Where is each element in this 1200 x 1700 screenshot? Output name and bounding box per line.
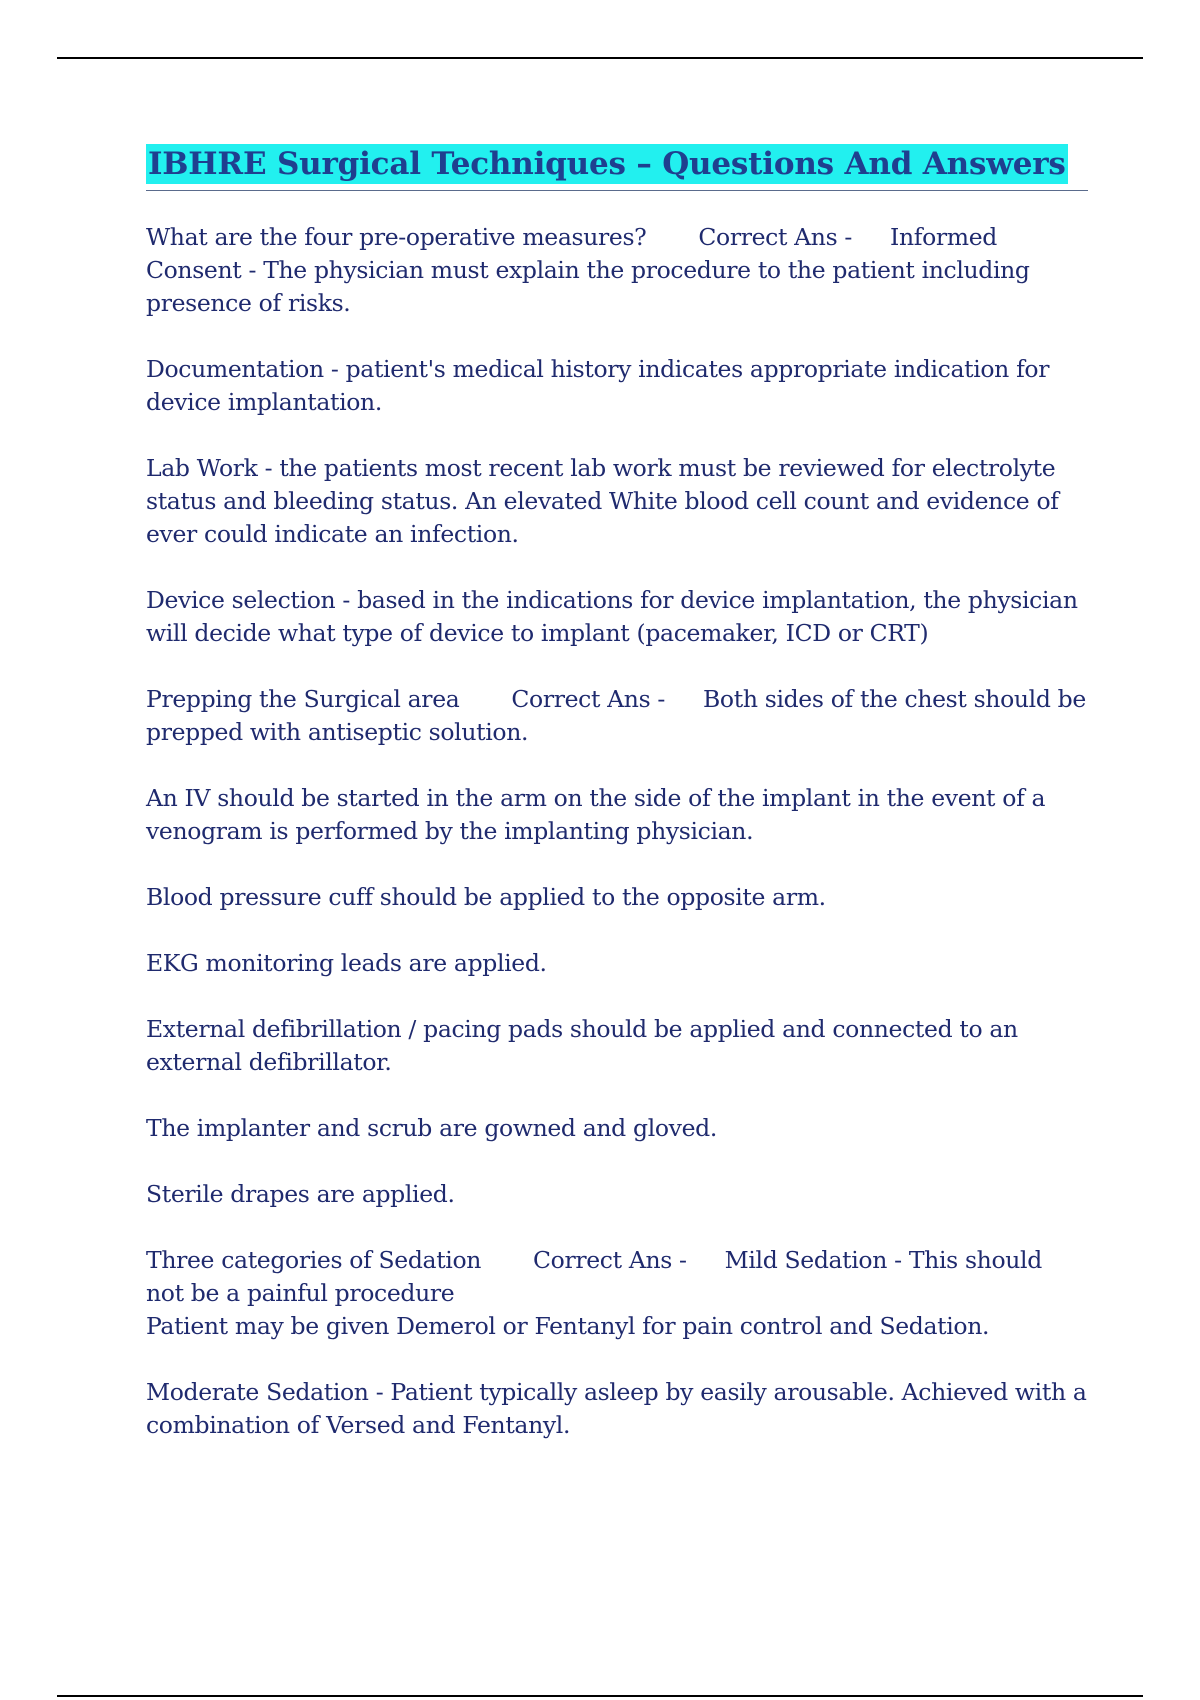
qa-preoperative xyxy=(146,221,1088,320)
header-rule xyxy=(57,57,1143,59)
paragraph-gowned: The implanter and scrub are gowned and gloved. xyxy=(146,1114,717,1142)
answer-rest: be prepped with antiseptic solution. xyxy=(146,685,1086,746)
answer-line-2: not be a painful procedure xyxy=(146,1279,455,1307)
answer-rest: Consent - The physician must explain the procedure to the patient including presence of risks. xyxy=(146,256,1030,317)
paragraph-defibrillation: External defibrillation / pacing pads should be applied and connected to an external defibrillator. xyxy=(146,1015,1018,1076)
paragraph-documentation: Documentation - patient's medical history indicates appropriate indication for device implantation. xyxy=(146,355,1050,416)
qa-prepping xyxy=(146,683,1088,749)
question-text: What are the four pre-operative measures? xyxy=(146,223,647,251)
title-block xyxy=(146,144,1088,191)
footer-rule xyxy=(57,1695,1143,1697)
answer-line-3: Patient may be given Demerol or Fentanyl for pain control and Sedation. xyxy=(146,1312,990,1340)
paragraph-ekg: EKG monitoring leads are applied. xyxy=(146,949,547,977)
paragraph-labwork: Lab Work - the patients most recent lab work must be reviewed for electrolyte status and bleeding status. An elevated White blood cell count and evidence of ever could indicate an infection. xyxy=(146,454,1059,548)
page-title: IBHRE Surgical Techniques – Questions And Answers xyxy=(148,146,1066,182)
question-text: Prepping the Surgical area xyxy=(146,685,460,713)
answer-start: Both sides of the chest should xyxy=(703,685,1051,713)
answer-label: Correct Ans - xyxy=(533,1246,687,1274)
paragraph-device-selection: Device selection - based in the indications for device implantation, the physician will decide what type of device to implant (pacemaker, ICD or CRT) xyxy=(146,586,1078,647)
paragraph-moderate-sedation: Moderate Sedation - Patient typically asleep by easily arousable. Achieved with a combination of Versed and Fentanyl. xyxy=(146,1378,1087,1439)
question-text: Three categories of Sedation xyxy=(146,1246,482,1274)
answer-start: Informed xyxy=(890,223,997,251)
paragraph-blood-pressure: Blood pressure cuff should be applied to the opposite arm. xyxy=(146,883,826,911)
answer-label: Correct Ans - xyxy=(698,223,853,251)
paragraph-iv: An IV should be started in the arm on the side of the implant in the event of a venogram is performed by the implanting physician. xyxy=(146,784,1046,845)
answer-label: Correct Ans - xyxy=(511,685,666,713)
answer-start: Mild Sedation - This should xyxy=(724,1246,1042,1274)
document-body xyxy=(146,144,1088,1475)
qa-sedation xyxy=(146,1244,1088,1343)
paragraph-drapes: Sterile drapes are applied. xyxy=(146,1180,455,1208)
